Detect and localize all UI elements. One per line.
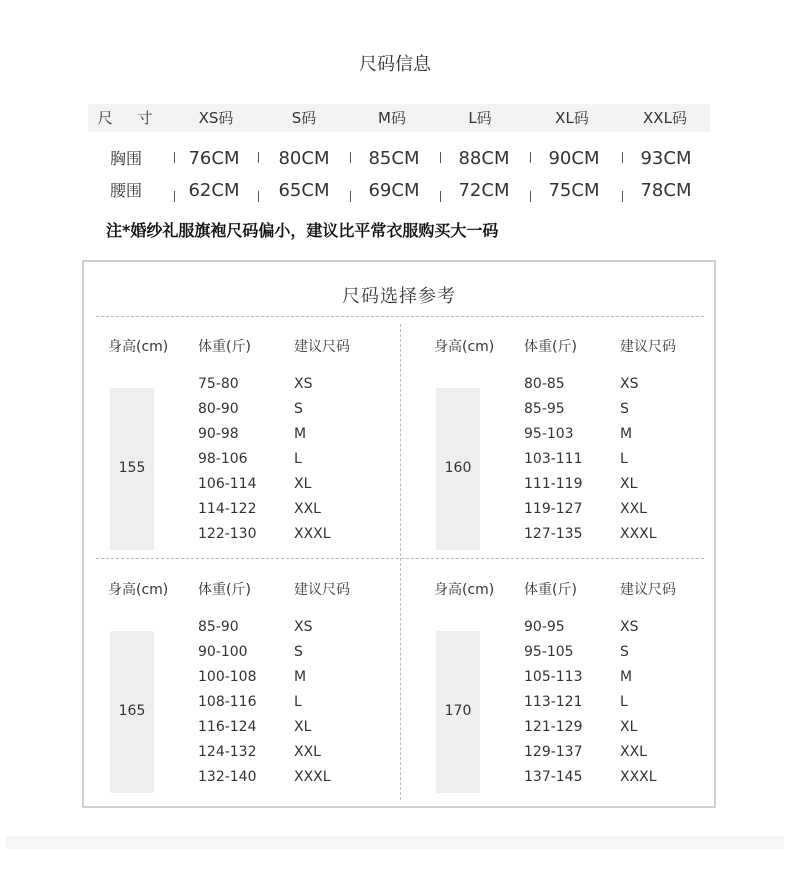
divider bbox=[350, 152, 351, 163]
measure-value: 78CM bbox=[640, 180, 692, 201]
weight-range: 75-80 bbox=[198, 376, 239, 392]
header-cell-xxl: XXL码 bbox=[643, 109, 687, 127]
weight-range: 129-137 bbox=[524, 744, 583, 760]
suggested-size: XS bbox=[294, 619, 313, 635]
height-value: 170 bbox=[444, 703, 472, 719]
divider bbox=[622, 152, 623, 163]
weight-range: 85-90 bbox=[198, 619, 239, 635]
suggested-size: S bbox=[620, 401, 629, 417]
suggested-size: XS bbox=[620, 619, 639, 635]
column-header-weight: 体重(斤) bbox=[198, 339, 251, 355]
divider bbox=[258, 191, 259, 202]
measure-value: 93CM bbox=[640, 148, 692, 169]
column-header-size: 建议尺码 bbox=[294, 339, 350, 355]
suggested-size: XXXL bbox=[294, 769, 331, 785]
suggested-size: XXL bbox=[620, 501, 647, 517]
suggested-size: S bbox=[294, 644, 303, 660]
divider bbox=[96, 316, 704, 317]
suggested-size: L bbox=[620, 451, 628, 467]
divider bbox=[530, 191, 531, 202]
size-guide-box bbox=[82, 260, 716, 808]
suggested-size: S bbox=[620, 644, 629, 660]
divider bbox=[350, 191, 351, 202]
measure-row-chest bbox=[88, 144, 710, 174]
measure-value: 80CM bbox=[278, 148, 330, 169]
suggested-size: XL bbox=[620, 719, 638, 735]
weight-range: 90-95 bbox=[524, 619, 565, 635]
suggested-size: XS bbox=[294, 376, 313, 392]
measure-value: 76CM bbox=[188, 148, 240, 169]
divider bbox=[400, 324, 401, 800]
suggested-size: XL bbox=[294, 476, 312, 492]
weight-range: 121-129 bbox=[524, 719, 583, 735]
weight-range: 111-119 bbox=[524, 476, 583, 492]
divider bbox=[258, 152, 259, 163]
weight-range: 127-135 bbox=[524, 526, 583, 542]
column-header-weight: 体重(斤) bbox=[198, 582, 251, 598]
weight-range: 85-95 bbox=[524, 401, 565, 417]
weight-range: 90-100 bbox=[198, 644, 248, 660]
column-header-size: 建议尺码 bbox=[294, 582, 350, 598]
suggested-size: XL bbox=[294, 719, 312, 735]
height-value: 165 bbox=[118, 703, 146, 719]
height-value: 160 bbox=[444, 460, 472, 476]
column-header-height: 身高(cm) bbox=[108, 582, 169, 598]
weight-range: 132-140 bbox=[198, 769, 257, 785]
divider bbox=[440, 152, 441, 163]
suggested-size: L bbox=[294, 694, 302, 710]
measure-value: 85CM bbox=[368, 148, 420, 169]
weight-range: 95-105 bbox=[524, 644, 574, 660]
divider bbox=[530, 152, 531, 163]
bottom-strip bbox=[6, 836, 784, 849]
weight-range: 119-127 bbox=[524, 501, 583, 517]
suggested-size: S bbox=[294, 401, 303, 417]
header-cell-s: S码 bbox=[291, 109, 317, 127]
measure-value: 72CM bbox=[458, 180, 510, 201]
weight-range: 100-108 bbox=[198, 669, 257, 685]
header-cell-xl: XL码 bbox=[555, 109, 589, 127]
weight-range: 95-103 bbox=[524, 426, 574, 442]
page-title: 尺码信息 bbox=[359, 54, 431, 75]
divider bbox=[440, 191, 441, 202]
column-header-weight: 体重(斤) bbox=[524, 339, 577, 355]
weight-range: 106-114 bbox=[198, 476, 257, 492]
measure-label: 胸围 bbox=[110, 149, 143, 168]
header-cell-m: M码 bbox=[378, 109, 406, 127]
suggested-size: XS bbox=[620, 376, 639, 392]
suggested-size: L bbox=[620, 694, 628, 710]
suggested-size: XXL bbox=[620, 744, 647, 760]
suggested-size: XXXL bbox=[294, 526, 331, 542]
weight-range: 113-121 bbox=[524, 694, 583, 710]
column-header-weight: 体重(斤) bbox=[524, 582, 577, 598]
weight-range: 108-116 bbox=[198, 694, 257, 710]
size-panel-160 bbox=[422, 336, 722, 566]
weight-range: 116-124 bbox=[198, 719, 257, 735]
suggested-size: M bbox=[294, 669, 307, 685]
weight-range: 105-113 bbox=[524, 669, 583, 685]
weight-range: 122-130 bbox=[198, 526, 257, 542]
header-cell-xs: XS码 bbox=[198, 109, 234, 127]
divider bbox=[622, 191, 623, 202]
column-header-height: 身高(cm) bbox=[108, 339, 169, 355]
size-panel-155 bbox=[96, 336, 396, 566]
suggested-size: M bbox=[620, 669, 633, 685]
weight-range: 124-132 bbox=[198, 744, 257, 760]
suggested-size: M bbox=[294, 426, 307, 442]
weight-range: 90-98 bbox=[198, 426, 239, 442]
measure-value: 75CM bbox=[548, 180, 600, 201]
weight-range: 98-106 bbox=[198, 451, 248, 467]
measure-value: 88CM bbox=[458, 148, 510, 169]
size-note: 注*婚纱礼服旗袍尺码偏小，建议比平常衣服购买大一码 bbox=[106, 221, 499, 240]
measure-value: 62CM bbox=[188, 180, 240, 201]
column-header-size: 建议尺码 bbox=[620, 582, 676, 598]
weight-range: 103-111 bbox=[524, 451, 583, 467]
size-table-header bbox=[88, 104, 710, 132]
measure-row-waist bbox=[88, 176, 710, 206]
header-cell-l: L码 bbox=[468, 109, 492, 127]
header-cell-label: 尺 寸 bbox=[97, 109, 163, 127]
column-header-height: 身高(cm) bbox=[434, 339, 495, 355]
column-header-size: 建议尺码 bbox=[620, 339, 676, 355]
weight-range: 80-85 bbox=[524, 376, 565, 392]
suggested-size: XXL bbox=[294, 501, 321, 517]
size-panel-165 bbox=[96, 579, 396, 809]
weight-range: 137-145 bbox=[524, 769, 583, 785]
suggested-size: XXL bbox=[294, 744, 321, 760]
column-header-height: 身高(cm) bbox=[434, 582, 495, 598]
measure-value: 69CM bbox=[368, 180, 420, 201]
suggested-size: XXXL bbox=[620, 769, 657, 785]
suggested-size: XXXL bbox=[620, 526, 657, 542]
height-value: 155 bbox=[118, 460, 146, 476]
measure-value: 65CM bbox=[278, 180, 330, 201]
size-panel-170 bbox=[422, 579, 722, 809]
suggested-size: L bbox=[294, 451, 302, 467]
weight-range: 80-90 bbox=[198, 401, 239, 417]
suggested-size: XL bbox=[620, 476, 638, 492]
suggested-size: M bbox=[620, 426, 633, 442]
size-guide-title: 尺码选择参考 bbox=[342, 286, 456, 307]
weight-range: 114-122 bbox=[198, 501, 257, 517]
measure-label: 腰围 bbox=[110, 181, 143, 200]
measure-value: 90CM bbox=[548, 148, 600, 169]
